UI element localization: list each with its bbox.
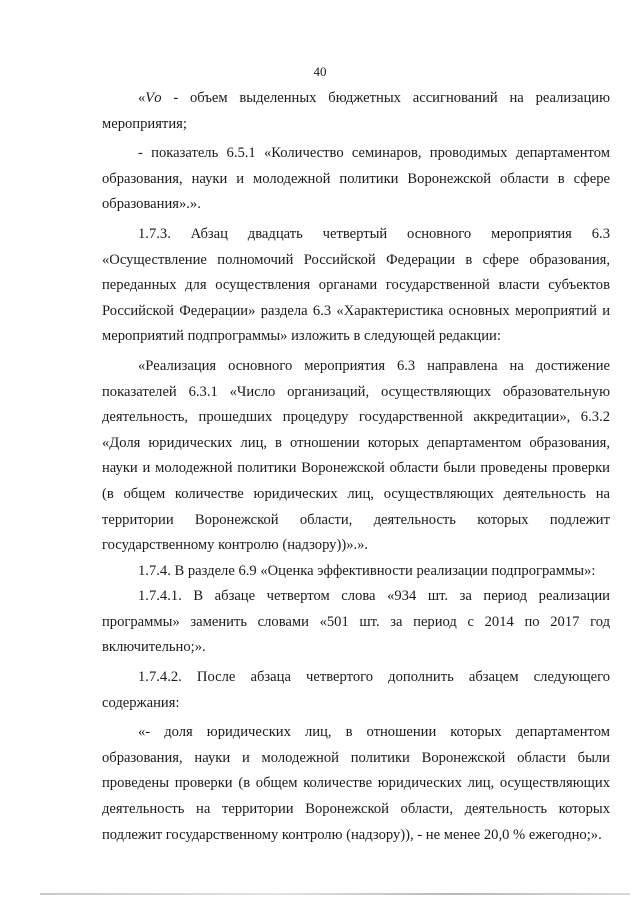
variable-symbol-vo: Vо xyxy=(145,90,162,106)
page-number: 40 xyxy=(313,64,327,79)
paragraph-share-legal-entities: «- доля юридических лиц, в отношении которых департаментом образования, науки и молодежной политики Воронежской области были проведены проверки (в общем количестве юридических лиц, осуществляющих деятельность на территории Воронежской области, деятельность которых подлежит государственному контролю (надзору)), - не менее 20,0 % ежегодно;». xyxy=(102,724,610,843)
paragraph-indicator-6-5-1: - показатель 6.5.1 «Количество семинаров, проводимых департаментом образования, науки и молодежной политики Воронежской области в сфере образования».». xyxy=(102,145,610,213)
paragraph-vo-definition: «Vо - объем выделенных бюджетных ассигнований на реализацию мероприятия; xyxy=(102,90,610,132)
paragraph-1-7-4-2: 1.7.4.2. После абзаца четвертого дополнить абзацем следующего содержания: xyxy=(102,669,610,711)
paragraph-1-7-4: 1.7.4. В разделе 6.9 «Оценка эффективности реализации подпрограммы»: xyxy=(138,562,596,579)
paragraph-measure-6-3: «Реализация основного мероприятия 6.3 направлена на достижение показателей 6.3.1 «Число организаций, осуществляющих образовательную деятельность, прошедших процедуру государственной аккредитации», 6.3.2 «Доля юридических лиц, в отношении которых департаментом образования, науки и молодежной политики Воронежской области были проведены проверки (в общем количестве юридических лиц, осуществляющих деятельность на территории Воронежской области, деятельность которых подлежит государственному контролю (надзору))».». xyxy=(102,357,610,554)
paragraph-1-7-3: 1.7.3. Абзац двадцать четвертый основного мероприятия 6.3 «Осуществление полномочий Российской Федерации в сфере образования, переданных для осуществления органами государственной власти субъектов Российской Федерации» раздела 6.3 «Характеристика основных мероприятий и мероприятий подпрограммы» изложить в следующей редакции: xyxy=(102,225,610,345)
document-body xyxy=(102,86,610,848)
scan-bottom-edge xyxy=(40,893,630,895)
paragraph-1-7-4-1: 1.7.4.1. В абзаце четвертом слова «934 шт. за период реализации программы» заменить словами «501 шт. за период с 2014 по 2017 год включительно;». xyxy=(102,588,610,656)
